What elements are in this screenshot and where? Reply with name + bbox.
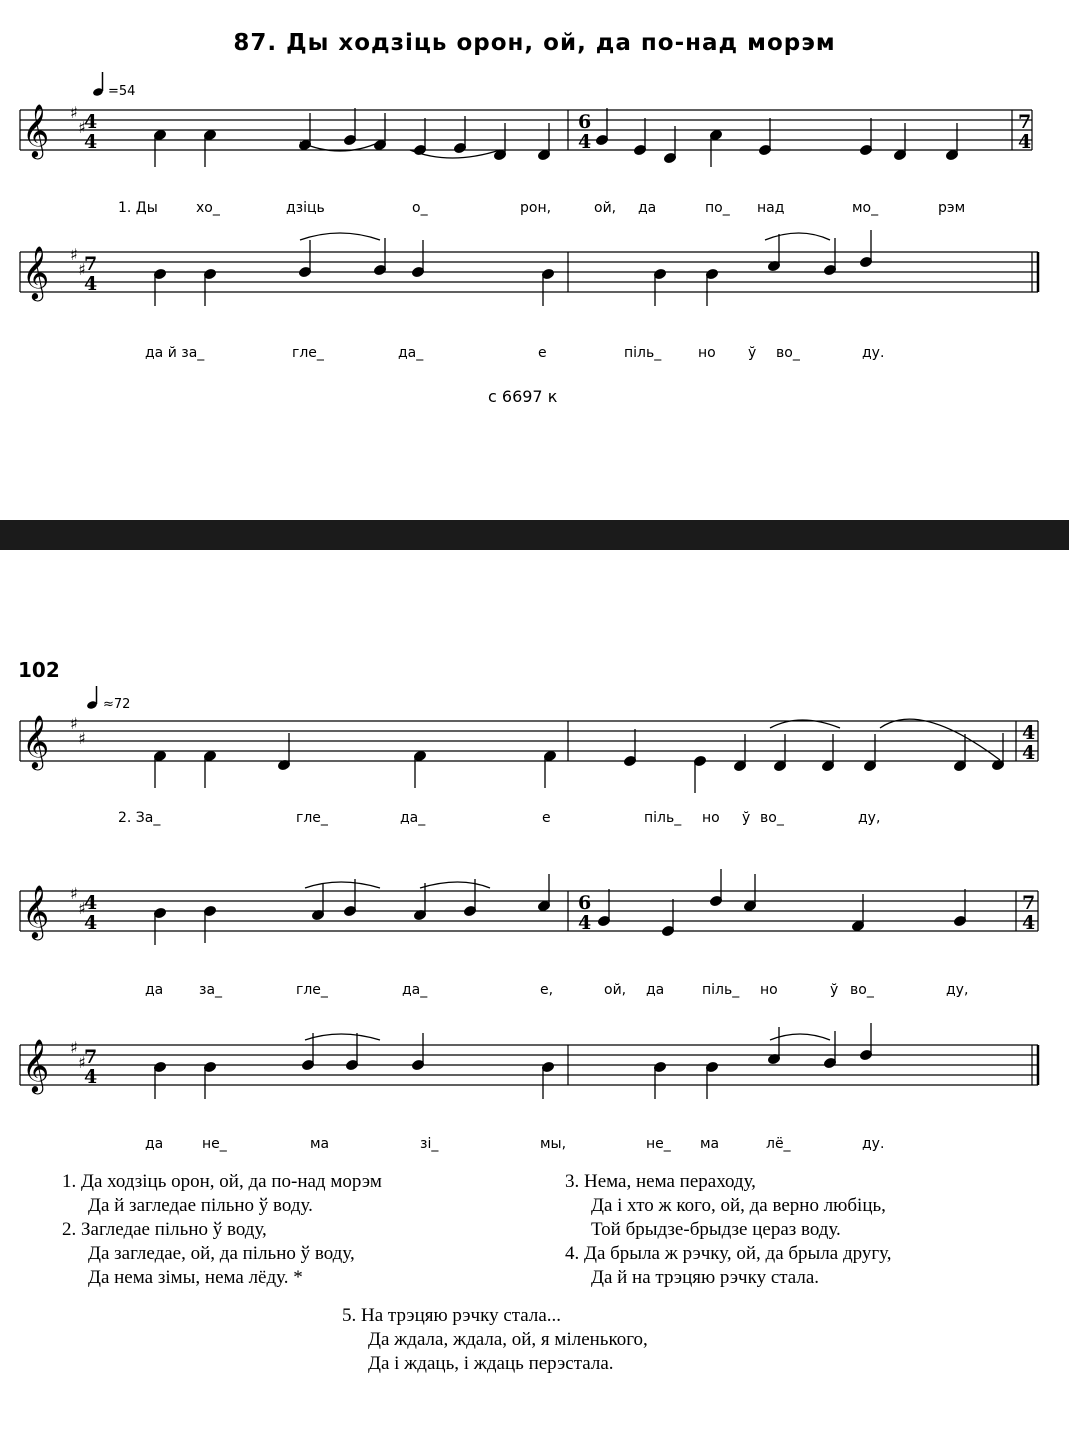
lyric-syllable: е, [540, 982, 554, 998]
time-signature: 7 [1018, 111, 1032, 133]
verse-line: 4. Да брыла ж рэчку, ой, да брыла другу, [565, 1243, 892, 1264]
lyric-syllable: да_ [402, 982, 428, 998]
slur [880, 719, 1000, 760]
lyric-syllable: ду, [946, 982, 969, 998]
tempo-marking-2: ≈72 [103, 697, 131, 712]
lyric-syllable: во_ [776, 345, 800, 361]
time-signature: 4 [1022, 742, 1036, 764]
lyric-syllable: хо_ [196, 200, 220, 216]
slur [420, 882, 490, 888]
lyric-syllable: да [638, 200, 657, 216]
lyric-syllable: дзіць [286, 200, 325, 216]
lyric-syllable: но [760, 982, 778, 998]
lyric-syllable: піль_ [644, 810, 682, 826]
song-102-number: 102 [18, 658, 60, 682]
verse-3 [565, 1170, 1045, 1242]
lyric-syllable: 1. Ды [118, 200, 158, 216]
time-signature: 6 [578, 111, 592, 133]
lyric-syllable: ой, [604, 982, 627, 998]
lyric-syllable: мо_ [852, 200, 879, 216]
lyric-syllable: не_ [202, 1136, 227, 1152]
verse-line: Да ждала, ждала, ой, я міленького, [368, 1329, 648, 1350]
lyric-syllable: ду. [862, 1136, 885, 1152]
lyric-syllable: да [145, 982, 164, 998]
lyric-syllable: ду. [862, 345, 885, 361]
sharp-icon: ♯ [70, 245, 78, 264]
sharp-icon: ♯ [78, 729, 86, 748]
sharp-icon: ♯ [70, 103, 78, 122]
verse-line: Да і хто ж кого, ой, да верно любіць, [591, 1195, 886, 1216]
time-signature: 4 [84, 1066, 98, 1088]
lyric-syllable: мы, [540, 1136, 567, 1152]
verse-line: 3. Нема, нема пераходу, [565, 1171, 756, 1192]
time-signature: 4 [84, 273, 98, 295]
lyric-syllable: е [538, 345, 547, 361]
time-signature: 6 [578, 892, 592, 914]
tempo-note-icon [92, 72, 104, 97]
lyric-syllable: о_ [412, 200, 428, 216]
lyric-syllable: рон, [520, 200, 552, 216]
slur [300, 233, 380, 240]
verse-5 [342, 1304, 842, 1376]
lyric-syllable: ма [310, 1136, 330, 1152]
lyric-syllable: е [542, 810, 551, 826]
time-signature: 4 [1022, 722, 1036, 744]
lyric-syllable: рэм [938, 200, 966, 216]
time-signature: 7 [84, 1046, 98, 1068]
lyric-syllable: во_ [850, 982, 874, 998]
lyric-syllable: гле_ [296, 982, 328, 998]
lyric-syllable: ў [830, 982, 839, 998]
lyric-syllable: лё_ [766, 1136, 791, 1152]
sharp-icon: ♯ [78, 260, 86, 279]
tempo-note-icon-2 [86, 686, 98, 710]
sharp-icon: ♯ [78, 899, 86, 918]
lyric-syllable: да [145, 1136, 164, 1152]
slur [305, 882, 380, 888]
catalog-number: с 6697 к [488, 387, 558, 406]
time-signature: 7 [1022, 892, 1036, 914]
lyric-syllable: во_ [760, 810, 784, 826]
time-signature: 4 [84, 131, 98, 153]
lyric-syllable: зі_ [420, 1136, 439, 1152]
lyric-syllable: за_ [199, 982, 223, 998]
treble-clef-icon: 𝄞 [22, 884, 50, 938]
lyric-syllable: 2. За_ [118, 810, 161, 826]
lyric-syllable: гле_ [296, 810, 328, 826]
sharp-icon: ♯ [70, 884, 78, 903]
verse-line: Да загледае, ой, да пільно ў воду, [88, 1243, 355, 1264]
time-signature: 4 [1018, 131, 1032, 153]
slur [305, 1034, 380, 1040]
lyric-syllable: но [702, 810, 720, 826]
time-signature: 4 [84, 111, 98, 133]
time-signature: 4 [578, 912, 592, 934]
treble-clef-icon: 𝄞 [22, 1038, 50, 1092]
verse-line: 1. Да ходзіць орон, ой, да по-над морэм [62, 1171, 382, 1192]
treble-clef-icon: 𝄞 [22, 245, 50, 299]
lyric-syllable: да й за_ [145, 345, 205, 361]
slur [765, 233, 830, 240]
lyric-syllable: ў [742, 810, 751, 826]
sharp-icon: ♯ [78, 118, 86, 137]
lyric-syllable: но [698, 345, 716, 361]
song-87-title: 87. Ды ходзіць орон, ой, да по-над морэм [233, 30, 836, 56]
lyric-syllable: ма [700, 1136, 720, 1152]
verse-line: Да й загледае пільно ў воду. [88, 1195, 313, 1216]
lyric-syllable: гле_ [292, 345, 324, 361]
lyric-syllable: да_ [400, 810, 426, 826]
lyric-syllable: піль_ [624, 345, 662, 361]
lyric-syllable: ду, [858, 810, 881, 826]
lyric-syllable: да [646, 982, 665, 998]
time-signature: 4 [1022, 912, 1036, 934]
lyric-syllable: ў [748, 345, 757, 361]
verse-line: Да і ждаць, і ждаць перэстала. [368, 1353, 614, 1374]
verse-line: 5. На трэцяю рэчку стала... [342, 1305, 562, 1326]
verse-line: Да й на трэцяю рэчку стала. [591, 1267, 820, 1288]
verse-2 [62, 1218, 532, 1290]
verse-line: 2. Загледае пільно ў воду, [62, 1219, 267, 1240]
lyric-syllable: не_ [646, 1136, 671, 1152]
time-signature: 4 [84, 892, 98, 914]
verse-line: Да нема зімы, нема лёду. * [88, 1267, 303, 1288]
time-signature: 4 [578, 131, 592, 153]
lyric-syllable: піль_ [702, 982, 740, 998]
time-signature: 7 [84, 253, 98, 275]
lyric-syllable: по_ [705, 200, 730, 216]
lyric-syllable: над [757, 200, 785, 216]
time-signature: 4 [84, 912, 98, 934]
verses-left-column [62, 1170, 532, 1290]
verse-4 [565, 1242, 1045, 1290]
lyric-syllable: ой, [594, 200, 617, 216]
verse-1 [62, 1170, 532, 1218]
verses-right-column [565, 1170, 1045, 1290]
treble-clef-icon: 𝄞 [22, 714, 50, 768]
sharp-icon: ♯ [78, 1053, 86, 1072]
treble-clef-icon: 𝄞 [22, 103, 50, 157]
sharp-icon: ♯ [70, 714, 78, 733]
page-divider [0, 520, 1069, 550]
tempo-marking-1: =54 [108, 84, 136, 99]
verse-line: Той брыдзе-брыдзе цераз воду. [591, 1219, 841, 1240]
lyric-syllable: да_ [398, 345, 424, 361]
sharp-icon: ♯ [70, 1038, 78, 1057]
